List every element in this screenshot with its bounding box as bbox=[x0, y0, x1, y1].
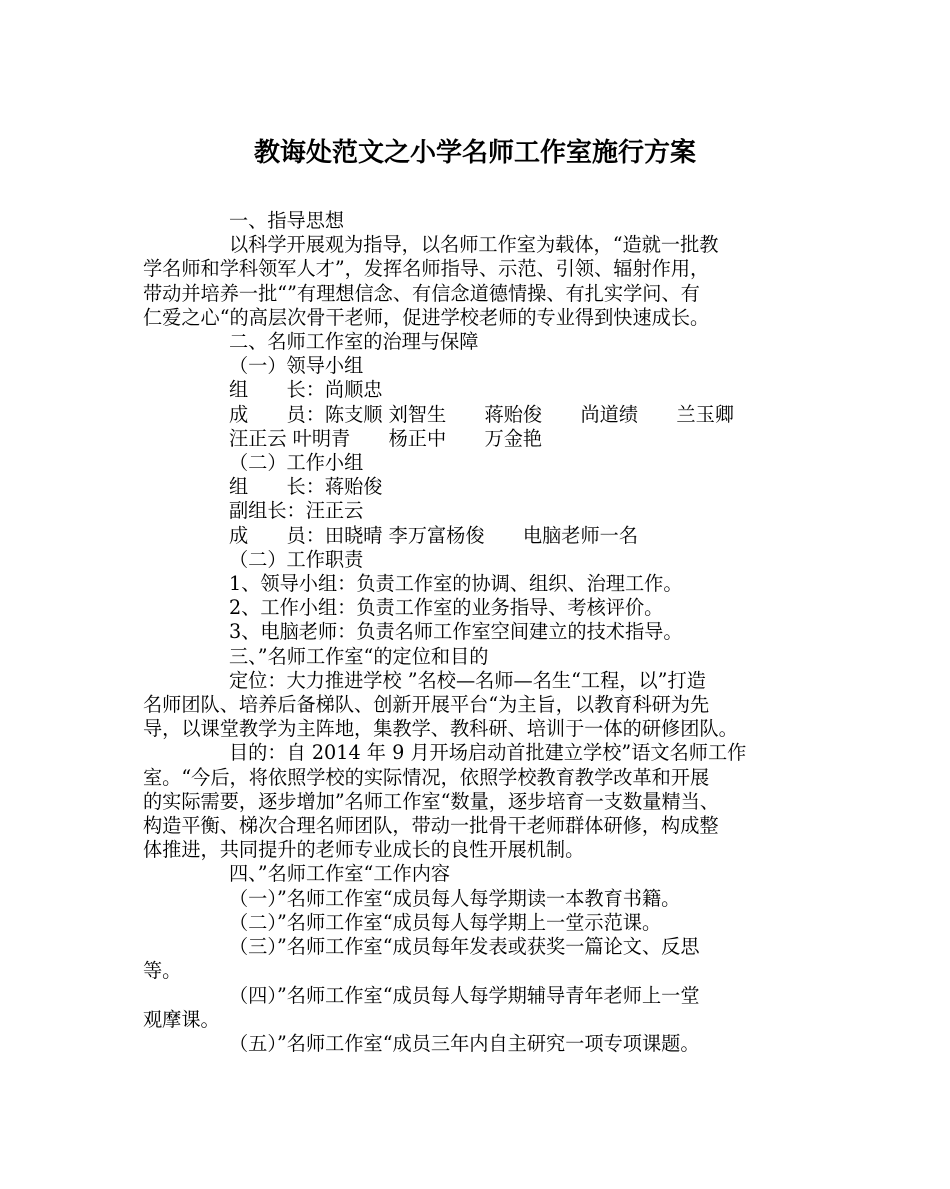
text-line: 成 员：田晓晴 李万富杨俊 电脑老师一名 bbox=[229, 523, 639, 547]
text-line: 副组长：汪正云 bbox=[229, 499, 364, 523]
text-line: 目的：自 2014 年 9 月开场启动首批建立学校”语文名师工作 bbox=[229, 741, 747, 765]
text-line: 名师团队、培养后备梯队、创新开展平台“为主旨，以教育科研为先 bbox=[143, 693, 710, 717]
text-line: 体推进，共同提升的老师专业成长的良性开展机制。 bbox=[143, 838, 585, 862]
text-line: 四、”名师工作室“工作内容 bbox=[229, 862, 451, 886]
text-line: 组 长：尚顺忠 bbox=[229, 378, 383, 402]
text-line: 以科学开展观为指导，以名师工作室为载体，“造就一批教 bbox=[229, 233, 719, 257]
text-line: 等。 bbox=[143, 959, 182, 983]
text-line: 成 员：陈支顺 刘智生 蒋贻俊 尚道绩 兰玉卿 bbox=[229, 402, 734, 426]
text-line: （一）”名师工作室“成员每人每学期读一本教育书籍。 bbox=[229, 886, 681, 910]
text-line: （二）”名师工作室“成员每人每学期上一堂示范课。 bbox=[229, 910, 662, 934]
text-line: （二）工作小组 bbox=[229, 451, 364, 475]
text-line: 三、”名师工作室“的定位和目的 bbox=[229, 644, 489, 668]
text-line: 一、指导思想 bbox=[229, 209, 345, 232]
text-line: 学名师和学科领军人才”，发挥名师指导、示范、引领、辐射作用， bbox=[143, 257, 710, 281]
text-line: （一）领导小组 bbox=[229, 354, 364, 378]
text-line: 汪正云 叶明青 杨正中 万金艳 bbox=[229, 426, 543, 450]
text-line: 二、名师工作室的治理与保障 bbox=[229, 330, 479, 354]
text-line: 导，以课堂教学为主阵地，集教学、教科研、培训于一体的研修团队。 bbox=[143, 717, 738, 741]
text-line: （五）”名师工作室“成员三年内自主研究一项专项课题。 bbox=[229, 1031, 700, 1055]
text-line: 观摩课。 bbox=[143, 1007, 220, 1031]
text-line: 2、工作小组：负责工作室的业务指导、考核评价。 bbox=[229, 596, 664, 620]
document-body bbox=[143, 209, 823, 1056]
text-line: 带动并培养一批“”有理想信念、有信念道德情操、有扎实学问、有 bbox=[143, 281, 700, 305]
text-line: 的实际需要，逐步增加”名师工作室“数量，逐步培育一支数量精当、 bbox=[143, 789, 720, 813]
text-line: （三）”名师工作室“成员每年发表或获奖一篇论文、反思 bbox=[229, 935, 700, 959]
text-line: 室。“今后，将依照学校的实际情况，依照学校教育教学改革和开展 bbox=[143, 765, 710, 789]
text-line: 组 长：蒋贻俊 bbox=[229, 475, 383, 499]
document-title: 教诲处范文之小学名师工作室施行方案 bbox=[253, 138, 696, 168]
text-line: （二）工作职责 bbox=[229, 547, 364, 571]
text-line: 构造平衡、梯次合理名师团队，带动一批骨干老师群体研修，构成整 bbox=[143, 814, 719, 838]
text-line: （四）”名师工作室“成员每人每学期辅导青年老师上一堂 bbox=[229, 983, 700, 1007]
text-line: 1、领导小组：负责工作室的协调、组织、治理工作。 bbox=[229, 572, 683, 596]
text-line: 仁爱之心“的高层次骨干老师，促进学校老师的专业得到快速成长。 bbox=[143, 305, 710, 329]
text-line: 3、电脑老师：负责名师工作室空间建立的技术指导。 bbox=[229, 620, 683, 644]
text-line: 定位：大力推进学校 ”名校—名师—名生“工程，以”打造 bbox=[229, 668, 706, 692]
